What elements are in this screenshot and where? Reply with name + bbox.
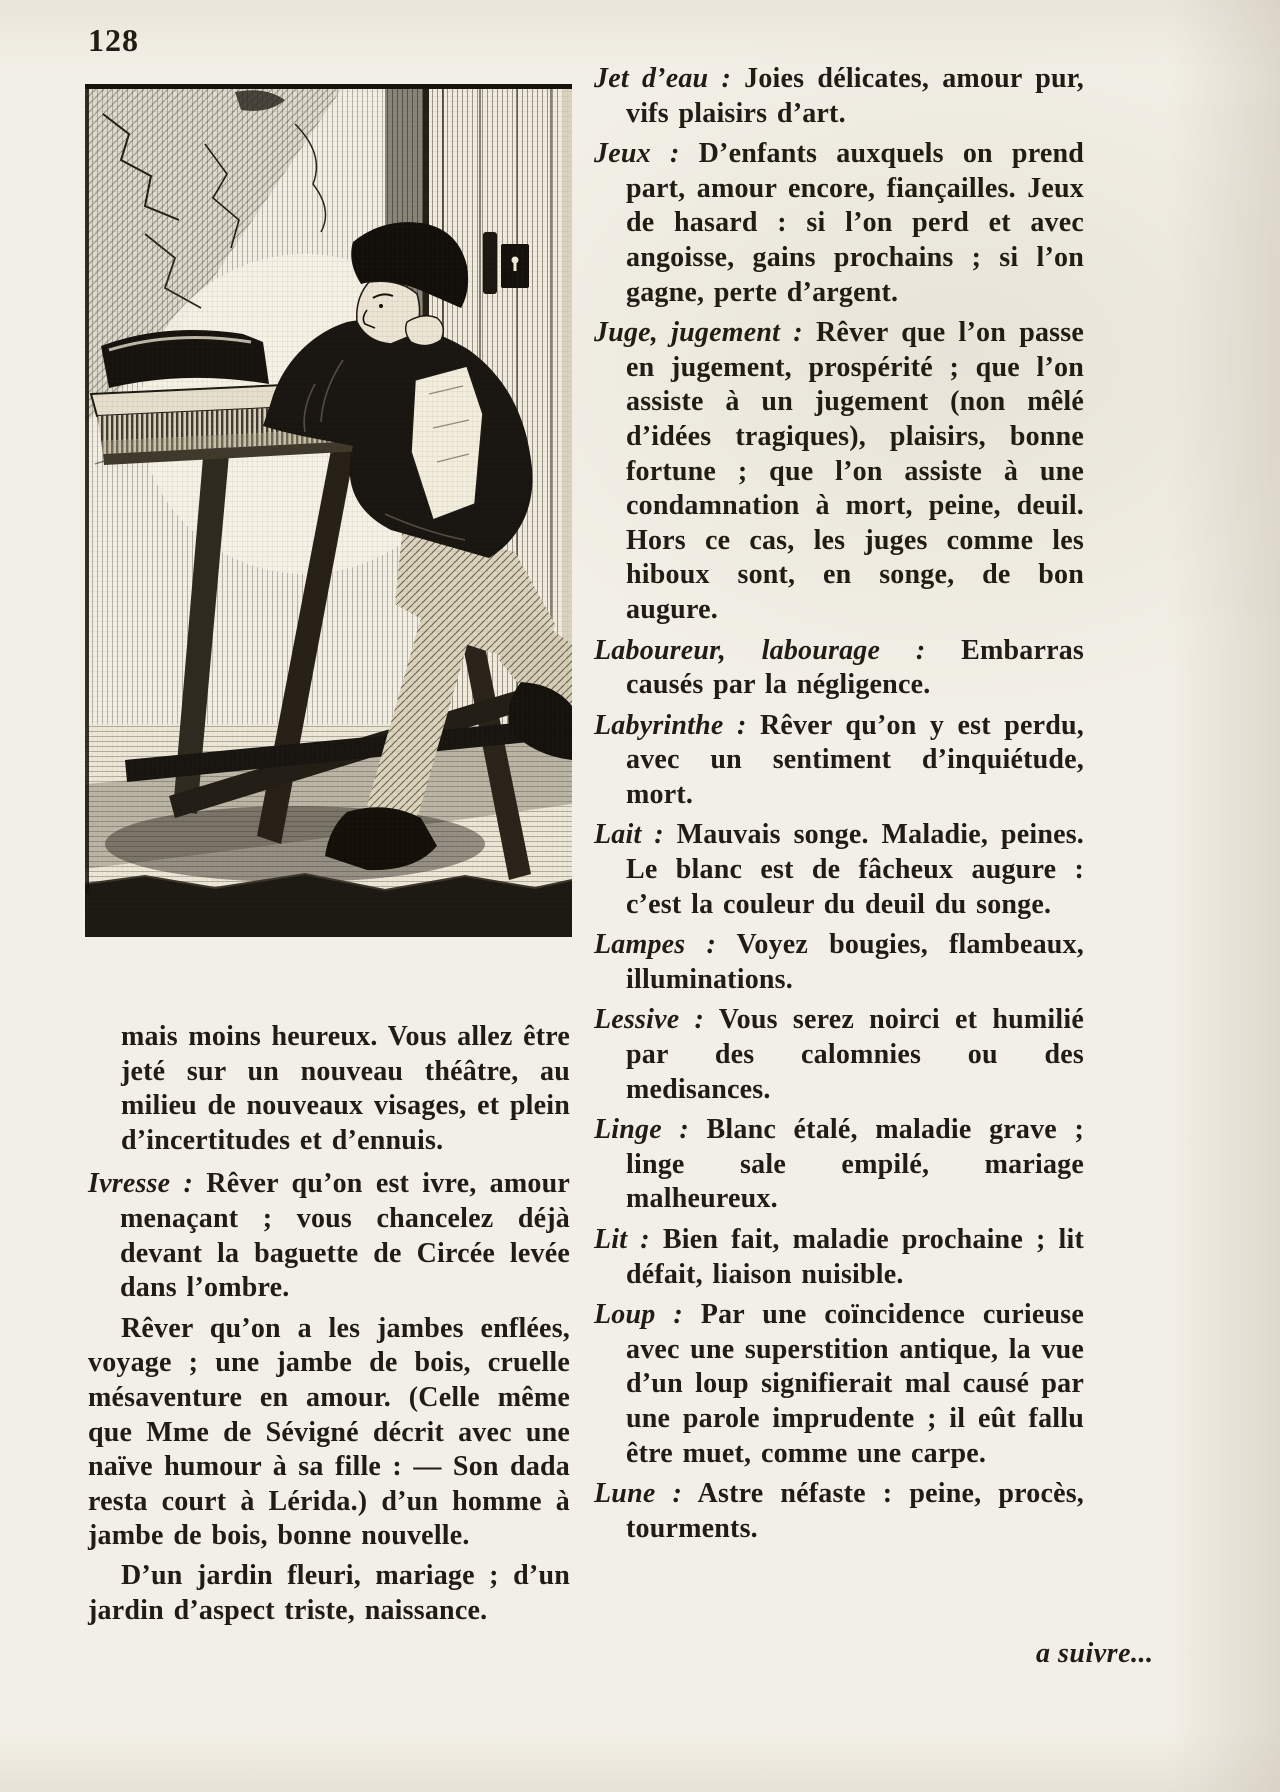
dictionary-entry-loup [594, 1298, 1084, 1471]
dictionary-entry-lampes [594, 928, 1084, 997]
entry-definition: Joies délicates, amour pur, vifs plaisirs d’art. [626, 63, 1084, 129]
dictionary-entry-lait [594, 818, 1084, 922]
entry-definition: Mauvais songe. Maladie, peines. Le blanc est de fâcheux augure : c’est la couleur du deuil du songe. [626, 819, 1085, 920]
dictionary-entry-linge [594, 1113, 1084, 1217]
entry-definition: D’enfants auxquels on prend part, amour encore, fiançailles. Jeux de hasard : si l’on perd et avec angoisse, gains prochains ; si l’on gagne, perte d’argent. [626, 138, 1085, 308]
engraving-illustration [85, 84, 572, 937]
entry-term: Lessive : [594, 1004, 705, 1036]
dictionary-entry-lit [594, 1223, 1084, 1292]
dictionary-entry-jet-deau [594, 62, 1084, 131]
right-column [594, 62, 1084, 1552]
left-column [88, 1020, 570, 1633]
dictionary-entry-laboureur [594, 634, 1084, 703]
illustration-left-border [85, 84, 89, 894]
entry-definition: Par une coïncidence curieuse avec une superstition antique, la vue d’un loup signifierait mal causé par une parole imprudente ; il eût fallu être muet, comme une carpe. [626, 1299, 1084, 1469]
entry-term: Lune : [594, 1478, 683, 1510]
body-paragraph: D’un jardin fleuri, mariage ; d’un jardin d’aspect triste, naissance. [88, 1559, 570, 1626]
body-paragraph: Rêver qu’on a les jambes enflées, voyage ; une jambe de bois, cruelle mésaventure en amour. (Celle même que Mme de Sévigné décrit avec une naïve humour à sa fille : — Son dada resta court à Lérida.) d’un homme à jambe de bois, bonne nouvelle. [88, 1312, 570, 1552]
entry-definition: Rêver que l’on passe en jugement, prospérité ; que l’on assiste à un jugement (non mêlé d’idées tragiques), plaisirs, bonne fortune ; que l’on assiste à une condamnation à mort, peine, deuil. Hors ce cas, les juges comme les hiboux sont, en songe, de bon augure. [626, 317, 1084, 625]
entry-definition: Voyez bougies, flambeaux, illuminations. [626, 929, 1084, 995]
dictionary-entry-labyrinthe [594, 709, 1084, 813]
dictionary-entry-lessive [594, 1003, 1084, 1107]
entry-term: Jeux : [594, 138, 680, 170]
dictionary-entry-jeux [594, 137, 1084, 310]
entry-term: Laboureur, labourage : [594, 634, 926, 666]
illustration-top-border [85, 84, 572, 89]
entry-term: Lampes : [594, 929, 716, 961]
paragraph-continuation: mais moins heureux. Vous allez être jeté sur un nouveau théâtre, au milieu de nouveaux visages, et plein d’incertitudes et d’ennuis. [121, 1021, 570, 1156]
entry-term: Lait : [594, 819, 664, 851]
entry-term: Linge : [594, 1114, 689, 1146]
dictionary-entry-lune [594, 1477, 1084, 1546]
man-at-table-engraving [85, 84, 572, 937]
dictionary-entry-ivresse [88, 1167, 570, 1305]
page-number: 128 [88, 22, 139, 58]
entry-definition: Vous serez noirci et humilié par des calomnies ou des medisances. [626, 1004, 1084, 1105]
entry-term: Juge, jugement : [594, 317, 803, 349]
entry-definition: Rêver qu’on est ivre, amour menaçant ; vous chancelez déjà devant la baguette de Circée levée dans l’ombre. [120, 1168, 571, 1304]
dictionary-entry-juge [594, 316, 1084, 627]
entry-term: Ivresse : [88, 1168, 194, 1200]
entry-term: Lit : [594, 1224, 650, 1255]
entry-term: Jet d’eau : [594, 63, 731, 94]
entry-definition: Bien fait, maladie prochaine ; lit défait, liaison nuisible. [626, 1224, 1084, 1290]
entry-definition: Astre néfaste : peine, procès, tourments. [626, 1478, 1085, 1544]
entry-term: Labyrinthe : [594, 709, 747, 741]
entry-term: Loup : [594, 1299, 683, 1331]
entry-definition: Blanc étalé, maladie grave ; linge sale empilé, mariage malheureux. [626, 1114, 1085, 1215]
to-be-continued-note: a suivre... [1036, 1638, 1154, 1669]
entry-definition: Embarras causés par la négligence. [626, 634, 1085, 701]
entry-definition: Rêver qu’on y est perdu, avec un sentiment d’inquiétude, mort. [626, 709, 1085, 810]
